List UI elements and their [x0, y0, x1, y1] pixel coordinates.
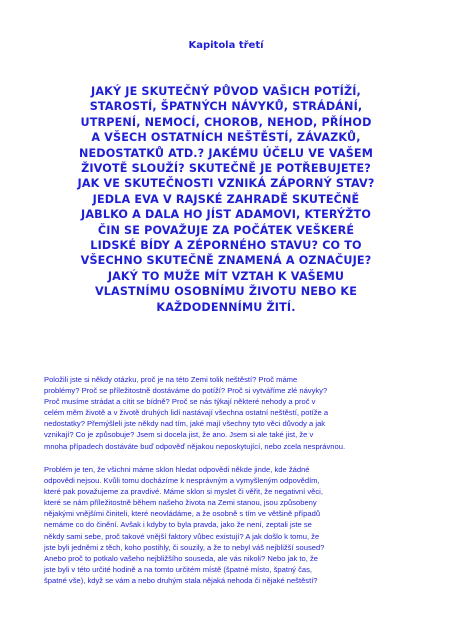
chapter-title: Kapitola třetí	[188, 40, 264, 51]
heading-line: UTRPENÍ, NEMOCÍ, CHOROB, NEHOD, PŘÍHOD	[80, 115, 372, 129]
heading-line: JAKÝ JE SKUTEČNÝ PŮVOD VAŠICH POTÍŽÍ,	[91, 85, 361, 98]
paragraph-line: vznikají? Co je způsobuje? Jsem si docela jist, že ano. Jsem si ale také jist, že v	[44, 430, 314, 440]
chapter-heading	[30, 84, 422, 315]
paragraph-line: nedostatky? Přemýšleli jste někdy nad tím, jaké mají všechny tyto věci důvody a jak	[44, 419, 326, 429]
heading-line: JEDLA EVA V RAJSKÉ ZAHRADĚ SKUTEČNĚ	[92, 192, 360, 206]
paragraph-line: Proč musíme strádat a cítit se bídně? Proč se nás týkají některé nehody a proč v	[44, 397, 316, 407]
paragraph-line: Problém je ten, že všichni máme sklon hledat odpovědi někde jinde, kde žádné	[44, 465, 310, 474]
heading-line: VLASTNÍMU OSOBNÍMU ŽIVOTU NEBO KE	[94, 285, 358, 299]
paragraph-line: jste byli jedněmi z těch, koho postihly, či souzily, a že to nebyl váš nejbližší soused?	[44, 542, 325, 552]
paragraph-line: špatné vše), když se vám a nebo druhým stala nějaká nehoda či nějaké neštěstí?	[44, 575, 318, 585]
paragraph-line: které pak považujeme za pravdivé. Máme sklon si myslet či věřit, že negativní věci,	[44, 487, 323, 497]
paragraph-1	[44, 374, 406, 452]
paragraph-line: nemáme co do činění. Avšak i kdyby to byla pravda, jako že není, zeptali jste se	[44, 520, 312, 530]
heading-line: JAKÝ TO MUŽE MÍT VZTAH K VAŠEMU	[107, 269, 345, 283]
heading-line: JABLKO A DALA HO JÍST ADAMOVI, KTERÝŽTO	[81, 208, 371, 222]
heading-line: STAROSTÍ, ŠPATNÝCH NÁVYKŮ, STRÁDÁNÍ,	[89, 100, 363, 114]
heading-line: A VŠECH OSTATNÍCH NEŠTĚSTÍ, ZÁVAZKŮ,	[91, 131, 361, 145]
paragraph-line: celém měm životě a v životě druhých lidí nastávají všechna ostatní neštěstí, potíže a	[44, 408, 329, 418]
paragraph-line: jste byli v této určité hodině a na tomto určitém místě (špatné místo, špatný čas,	[44, 564, 313, 574]
paragraph-line: nějakými vnějšími činiteli, které neovládáme, a že osobně s tím ve většině případů	[44, 509, 321, 519]
heading-line: ČIN SE POVAŽUJE ZA POČÁTEK VEŠKERÉ	[97, 223, 355, 237]
heading-line: VŠECHNO SKUTEČNĚ ZNAMENÁ A OZNAČUJE?	[80, 254, 372, 268]
heading-line: NEDOSTATKŮ ATD.? JAKÉMU ÚČELU VE VAŠEM	[78, 146, 373, 160]
paragraph-line: Anebo proč to potkalo vašeho nejbližšího souseda, ale vás nikoli? Nebo jak to, že	[44, 553, 318, 563]
paragraph-line: mnoha případech dostáváte buď odpověď nějakou neposkytující, nebo zcela nesprávnou.	[44, 441, 346, 451]
paragraph-line: Položili jste si někdy otázku, proč je na této Zemi tolik neštěstí? Proč máme	[44, 375, 298, 384]
paragraph-line: které se nám příležitostně během našeho života na Zemi stanou, jsou způsobeny	[44, 498, 317, 508]
heading-line: LIDSKÉ BÍDY A ZÉPORNÉHO STAVU? CO TO	[90, 239, 362, 253]
paragraph-line: někdy sami sebe, proč takové vnější faktory vůbec existují? A jak došlo k tomu, že	[44, 531, 320, 541]
heading-line: KAŽDODENNÍMU ŽITÍ.	[156, 300, 296, 314]
paragraph-line: odpovědi nejsou. Kvůli tomu docházíme k nesprávným a vymyšleným odpovědím,	[44, 476, 320, 486]
heading-line: ŽIVOTĚ SLOUŽÍ? SKUTEČNĚ JE POTŘEBUJETE?	[81, 162, 371, 176]
paragraph-2	[44, 464, 406, 586]
paragraph-line: problémy? Proč se příležitostně dostáváme do potíží? Proč si vytváříme zlé návyky?	[44, 386, 328, 396]
heading-line: JAK VE SKUTEČNOSTI VZNIKÁ ZÁPORNÝ STAV?	[77, 177, 375, 191]
